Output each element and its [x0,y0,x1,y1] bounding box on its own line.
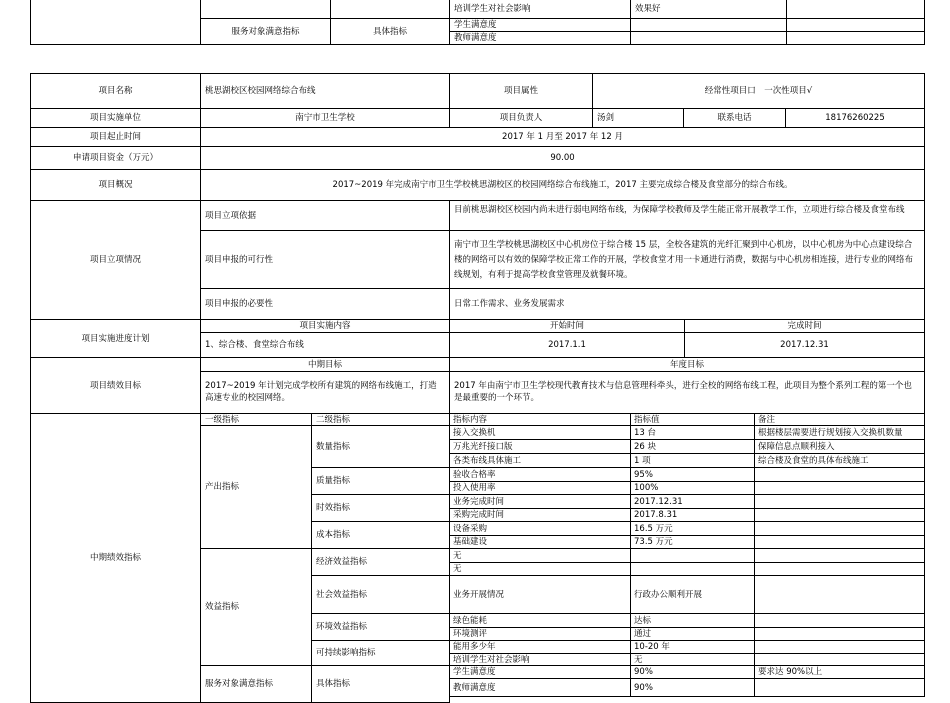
cost-indicator: 成本指标 [311,521,450,549]
indicator-value: 90% [630,678,755,697]
indicator-content: 业务开展情况 [449,575,631,614]
indicator-note [754,494,925,509]
indicator-note [754,627,925,641]
period-label: 项目起止时间 [30,127,201,147]
indicator-value: 100% [630,481,755,495]
header-value: 指标值 [630,413,755,426]
top-teacher-note [786,31,925,45]
indicator-content: 学生满意度 [449,665,631,679]
basis-value: 目前桃思湖校区校园内尚未进行弱电网络布线，为保障学校教师及学生能正常开展教学工作，立项进行综合楼及食堂布线 [449,200,925,231]
top-col-a [30,0,201,45]
top-teacher-value [630,31,787,45]
top-col-b [200,0,331,19]
indicator-content: 基础建设 [449,535,631,549]
indicator-content: 无 [449,562,631,576]
feasibility-label: 项目申报的可行性 [200,230,450,289]
indicator-value: 行政办公顺利开展 [630,575,755,614]
indicator-content: 业务完成时间 [449,494,631,509]
specific-indicator: 具体指标 [311,665,450,703]
mid-goal: 2017~2019 年计划完成学校所有建筑的网络布线施工，打造高速专业的校园网络。 [200,371,450,414]
quantity-indicator: 数量指标 [311,425,450,468]
mid-goal-header: 中期目标 [200,357,450,372]
indicator-content: 能用多少年 [449,640,631,654]
environment-indicator: 环境效益指标 [311,613,450,641]
owner-value: 汤剑 [592,108,684,128]
indicator-value: 无 [630,653,755,666]
schedule-content-header: 项目实施内容 [200,319,450,333]
necessity-label: 项目申报的必要性 [200,288,450,320]
indicator-content: 教师满意度 [449,678,631,697]
basis-label: 项目立项依据 [200,200,450,231]
timeliness-indicator: 时效指标 [311,494,450,522]
phone-value: 18176260225 [785,108,925,128]
header-level2: 二级指标 [311,413,450,426]
top-student-value [630,18,787,32]
impl-unit-label: 项目实施单位 [30,108,201,128]
economic-indicator: 经济效益指标 [311,548,450,576]
indicator-content: 无 [449,548,631,563]
funds-label: 申请项目资金（万元） [30,146,201,170]
indicator-note [754,508,925,522]
phone-label: 联系电话 [683,108,786,128]
funds-value: 90.00 [200,146,925,170]
indicator-value: 95% [630,467,755,482]
indicator-note: 要求达 90%以上 [754,665,925,679]
indicator-note [754,678,925,697]
indicator-value: 2017.8.31 [630,508,755,522]
indicator-note [754,521,925,536]
indicator-note: 保障信息点顺利接入 [754,439,925,454]
indicator-note [754,640,925,654]
period-value: 2017 年 1 月至 2017 年 12 月 [200,127,925,147]
indicator-value: 26 块 [630,439,755,454]
top-satisfaction-group: 服务对象满意指标 [200,18,331,45]
quality-indicator: 质量指标 [311,467,450,495]
top-student-satisfaction: 学生满意度 [449,18,631,32]
header-level1: 一级指标 [200,413,312,426]
project-attr-label: 项目属性 [449,73,593,109]
indicator-note: 根据楼层需要进行规划接入交换机数量 [754,425,925,440]
schedule-end-header: 完成时间 [684,319,925,333]
output-indicator: 产出指标 [200,425,312,549]
annual-goal: 2017 年由南宁市卫生学校现代教育技术与信息管理科牵头，进行全校的网络布线工程，此项目为整个系列工程的第一个也是最重要的一个环节。 [449,371,925,414]
feasibility-value: 南宁市卫生学校桃思湖校区中心机房位于综合楼 15 层，全校各建筑的光纤汇聚到中心机房，以中心机房为中心点建设综合楼的网络可以有效的保障学校正常工作的开展，学校食堂才用一卡通进行消费，数据与中心机房相连接，进行专业的网络布线规划，有利于提高学校食堂管理及就餐环境。 [449,230,925,289]
schedule-start: 2017.1.1 [449,332,685,358]
top-social-impact-value: 效果好 [630,0,787,19]
schedule-start-header: 开始时间 [449,319,685,333]
annual-goal-header: 年度目标 [449,357,925,372]
indicator-note: 综合楼及食堂的具体布线施工 [754,453,925,468]
header-note: 备注 [754,413,925,426]
indicator-content: 投入使用率 [449,481,631,495]
indicator-note [754,467,925,482]
indicator-value [630,548,755,563]
goals-label: 项目绩效目标 [30,357,201,414]
indicator-value: 73.5 万元 [630,535,755,549]
top-social-impact: 培训学生对社会影响 [449,0,631,19]
indicator-value: 达标 [630,613,755,628]
indicator-value [630,562,755,576]
header-content: 指标内容 [449,413,631,426]
benefit-indicator: 效益指标 [200,548,312,666]
sustainable-indicator: 可持续影响指标 [311,640,450,666]
schedule-end: 2017.12.31 [684,332,925,358]
schedule-label: 项目实施进度计划 [30,319,201,358]
indicator-value: 2017.12.31 [630,494,755,509]
project-attr-value: 经常性项目口 一次性项目√ [592,73,925,109]
overview-label: 项目概况 [30,169,201,201]
indicator-value: 13 台 [630,425,755,440]
top-student-note [786,18,925,32]
indicator-value: 通过 [630,627,755,641]
indicators-label: 中期绩效指标 [30,413,201,703]
indicator-value: 16.5 万元 [630,521,755,536]
indicator-note [754,548,925,563]
top-specific: 具体指标 [330,18,450,45]
indicator-content: 各类布线具体施工 [449,453,631,468]
indicator-content: 环境测评 [449,627,631,641]
indicator-note [754,535,925,549]
project-name-value: 桃思湖校区校园网络综合布线 [200,73,450,109]
indicator-content: 采购完成时间 [449,508,631,522]
indicator-value: 1 项 [630,453,755,468]
indicator-content: 培训学生对社会影响 [449,653,631,666]
social-indicator: 社会效益指标 [311,575,450,614]
indicator-note [754,613,925,628]
indicator-content: 万兆光纤接口版 [449,439,631,454]
owner-label: 项目负责人 [449,108,593,128]
indicator-content: 验收合格率 [449,467,631,482]
satisfaction-indicator: 服务对象满意指标 [200,665,312,703]
indicator-content: 绿色能耗 [449,613,631,628]
indicator-content: 设备采购 [449,521,631,536]
project-name-label: 项目名称 [30,73,201,109]
approval-label: 项目立项情况 [30,200,201,320]
indicator-note [754,481,925,495]
necessity-value: 日常工作需求、业务发展需求 [449,288,925,320]
top-teacher-satisfaction: 教师满意度 [449,31,631,45]
top-note-1 [786,0,925,19]
indicator-note [754,562,925,576]
indicator-note [754,575,925,614]
schedule-content: 1、综合楼、食堂综合布线 [200,332,450,358]
impl-unit-value: 南宁市卫生学校 [200,108,450,128]
indicator-value: 90% [630,665,755,679]
indicator-content: 接入交换机 [449,425,631,440]
indicator-value: 10-20 年 [630,640,755,654]
overview-value: 2017~2019 年完成南宁市卫生学校桃思湖校区的校园网络综合布线施工，2017 主要完成综合楼及食堂部分的综合布线。 [200,169,925,201]
top-col-c [330,0,450,19]
